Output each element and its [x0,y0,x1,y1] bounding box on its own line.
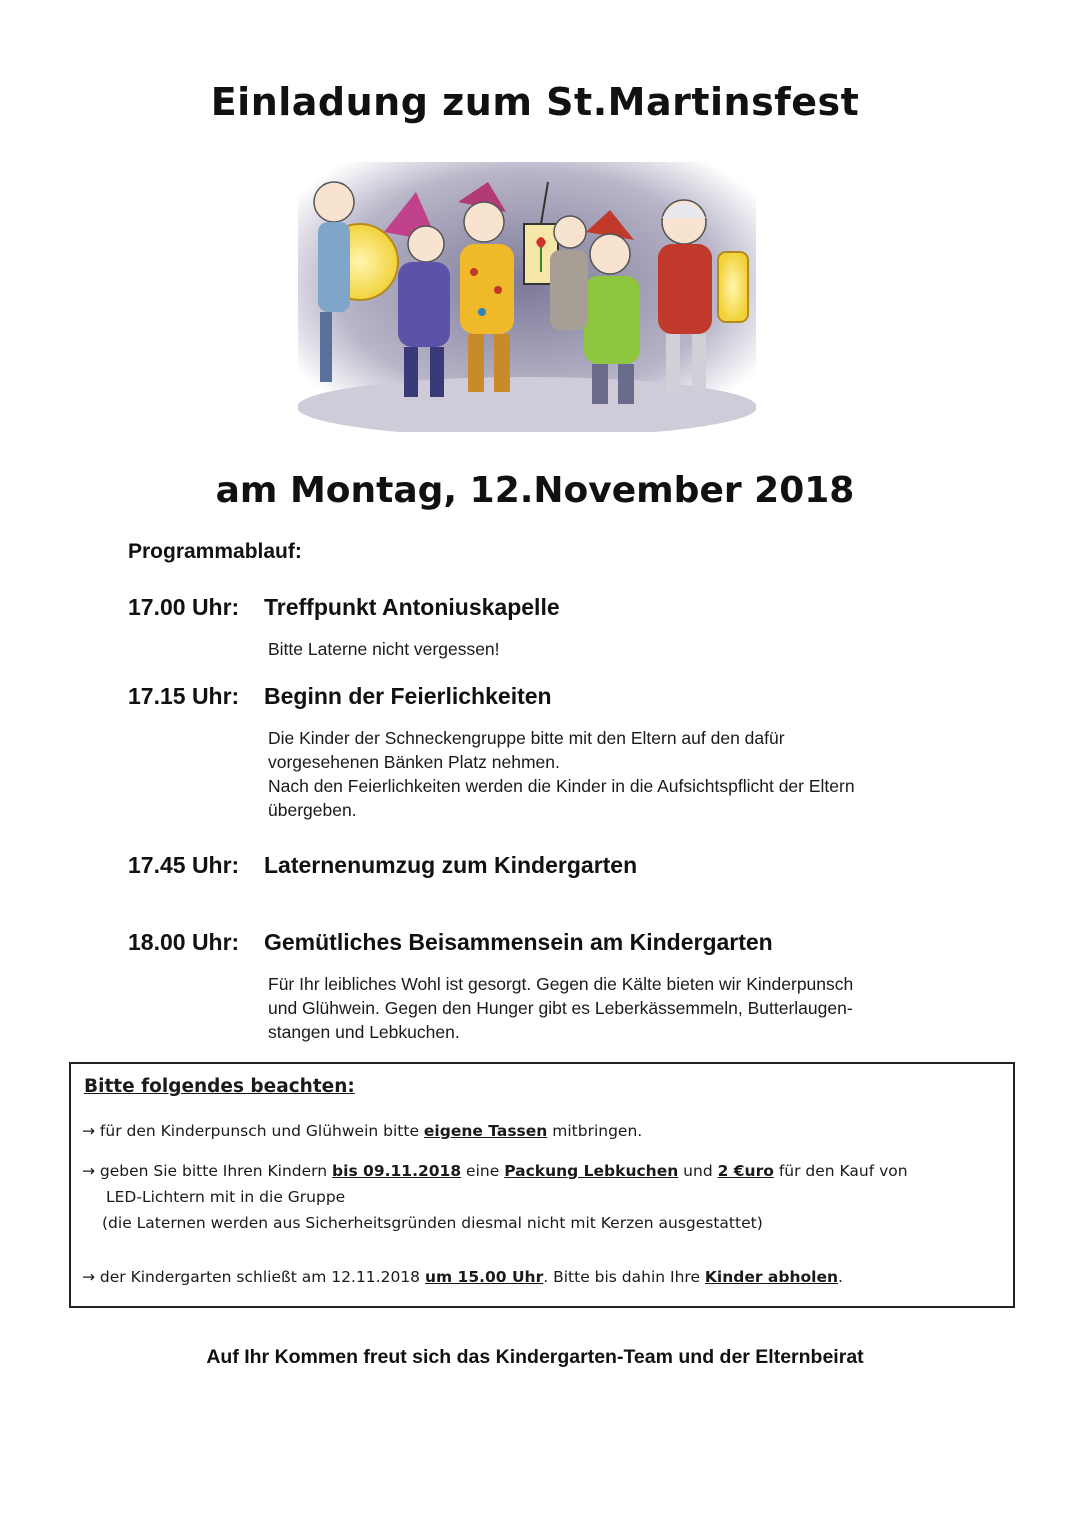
program-item-desc: Bitte Laterne nicht vergessen! [268,639,500,659]
program-item [128,852,968,879]
footer-signature: Auf Ihr Kommen freut sich das Kindergarten-Team und der Elternbeirat [206,1346,864,1368]
notice-line-lantern-note: (die Laternen werden aus Sicherheitsgründen diesmal nicht mit Kerzen ausgestattet) [102,1214,763,1232]
notice-box [69,1062,1015,1308]
notice-line-closing: → der Kindergarten schließt am 12.11.2018 um 15.00 Uhr. Bitte bis dahin Ihre Kinder abholen. [82,1268,843,1286]
program-item-desc: Die Kinder der Schneckengruppe bitte mit den Eltern auf den dafür vorgesehenen Bänken Platz nehmen. Nach den Feierlichkeiten werden die Kinder in die Aufsichtspflicht der Eltern übergeben. [268,728,855,820]
notice-line-led: LED-Lichtern mit in die Gruppe [106,1188,346,1206]
program-item-label: Treffpunkt Antoniuskapelle [264,594,560,620]
notice-title: Bitte folgendes beachten: [84,1076,355,1097]
lantern-children-illustration [298,162,756,432]
program-item-desc: Für Ihr leibliches Wohl ist gesorgt. Gegen die Kälte bieten wir Kinderpunsch und Glühwein. Gegen den Hunger gibt es Leberkässemmeln, Butterlaugen- stangen und Lebkuchen. [268,974,854,1042]
program-item [128,594,968,661]
notice-line-cups: → für den Kinderpunsch und Glühwein bitte eigene Tassen mitbringen. [82,1122,643,1140]
program-section [128,540,968,1044]
program-item-label: Laternenumzug zum Kindergarten [264,852,638,878]
program-item [128,683,968,822]
program-item-time: 17.15 Uhr: [128,683,240,709]
program-item-time: 17.00 Uhr: [128,594,240,620]
program-heading: Programmablauf: [128,540,302,563]
program-item-label: Gemütliches Beisammensein am Kindergarten [264,929,773,955]
page-title: Einladung zum St.Martinsfest [210,80,860,124]
event-date: am Montag, 12.November 2018 [215,470,855,511]
program-item [128,929,968,1044]
program-item-label: Beginn der Feierlichkeiten [264,683,552,709]
program-item-time: 17.45 Uhr: [128,852,240,878]
program-item-time: 18.00 Uhr: [128,929,240,955]
notice-line-gingerbread: → geben Sie bitte Ihren Kindern bis 09.11.2018 eine Packung Lebkuchen und 2 €uro für den Kauf von [82,1162,908,1180]
